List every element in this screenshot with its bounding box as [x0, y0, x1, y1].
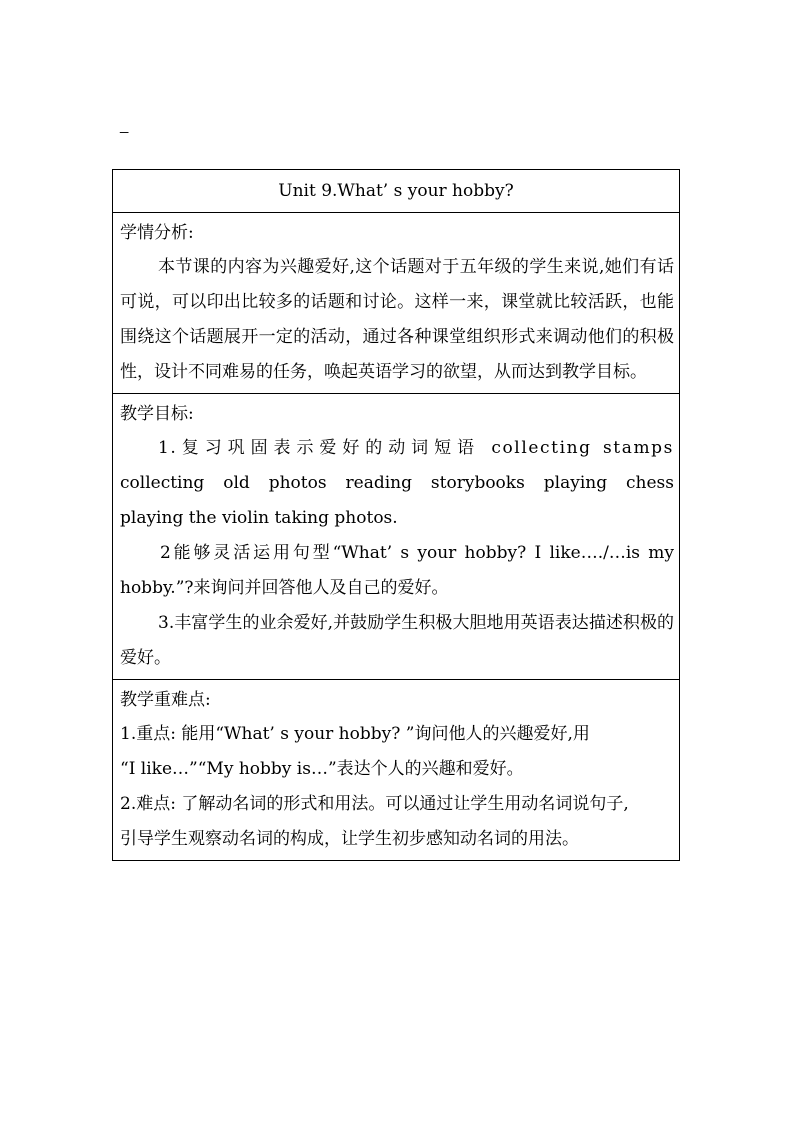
key-point-2-line-2: 引导学生观察动名词的构成，让学生初步感知动名词的用法。 — [120, 829, 579, 849]
objective-1-line-3: playing the violin taking photos. — [120, 508, 398, 528]
objective-2: 2能够灵活运用句型“What’ s your hobby? I like…./…is my hobby.”?来询问并回答他人及自己的爱好。 — [120, 543, 674, 598]
key-point-1-line-1: 1.重点: 能用“What’ s your hobby? ”询问他人的兴趣爱好,用 — [120, 724, 590, 744]
key-point-2-line-1: 2.难点: 了解动名词的形式和用法。可以通过让学生用动名词说句子, — [120, 794, 629, 814]
top-mark: _ — [120, 117, 129, 134]
key-points-row — [113, 680, 680, 861]
lesson-plan-table — [112, 169, 680, 861]
key-points-cell — [113, 680, 680, 861]
objectives-row — [113, 394, 680, 680]
analysis-heading: 学情分析: — [120, 223, 194, 243]
objective-1-line-2: collecting old photos reading storybooks playing chess — [120, 473, 674, 493]
key-points-heading: 教学重难点: — [120, 690, 211, 710]
analysis-paragraph: 本节课的内容为兴趣爱好,这个话题对于五年级的学生来说,她们有话可说，可以印出比较多的话题和讨论。这样一来，课堂就比较活跃，也能围绕这个话题展开一定的活动，通过各种课堂组织形式来调动他们的积极性，设计不同难易的任务，唤起英语学习的欲望，从而达到教学目标。 — [120, 257, 674, 382]
objectives-heading: 教学目标: — [120, 404, 194, 424]
key-point-1-line-2: “I like…”“My hobby is…”表达个人的兴趣和爱好。 — [120, 759, 524, 779]
objective-3: 3.丰富学生的业余爱好,并鼓励学生积极大胆地用英语表达描述积极的爱好。 — [120, 613, 674, 668]
analysis-row — [113, 213, 680, 394]
analysis-cell — [113, 213, 680, 394]
unit-title: Unit 9.What’ s your hobby? — [113, 170, 680, 213]
title-row — [113, 170, 680, 213]
objective-1-line-1: 1.复习巩固表示爱好的动词短语 collecting stamps — [158, 438, 674, 458]
objectives-cell — [113, 394, 680, 680]
